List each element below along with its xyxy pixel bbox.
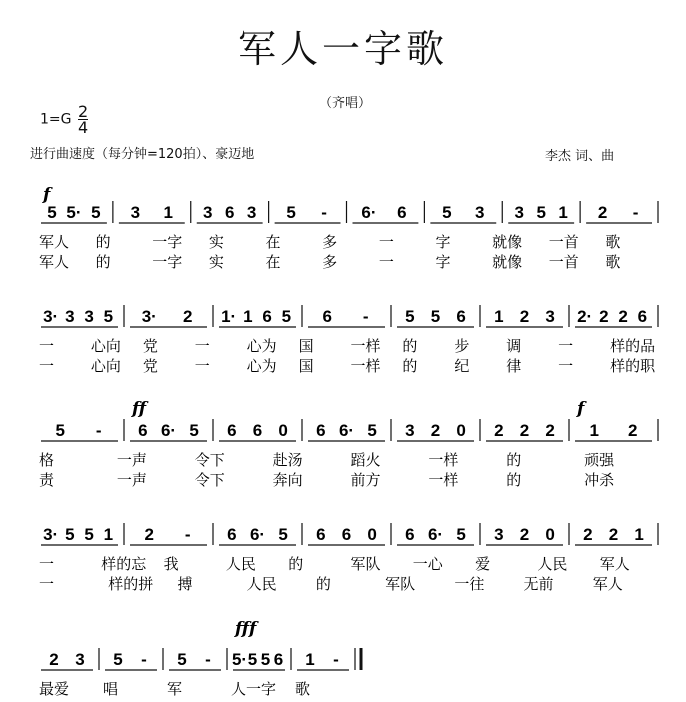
lyric-syllable: 无前 — [523, 575, 554, 593]
note: 6· — [361, 203, 377, 222]
note: 6 — [341, 525, 352, 544]
note: 1 — [589, 421, 599, 440]
note: 6 — [138, 421, 148, 440]
lyric-syllable: 一 — [378, 233, 394, 251]
note: - — [141, 650, 147, 669]
lyric-syllable: 搏 — [177, 575, 193, 593]
tempo-marking: 进行曲速度（每分钟=120拍）、豪迈地 — [30, 147, 255, 162]
note: 5 — [405, 307, 415, 326]
lyric-syllable: 一首 — [548, 253, 579, 271]
note: 0 — [545, 525, 555, 544]
note: 1 — [103, 525, 114, 544]
note: 3 — [84, 307, 94, 326]
lyric-syllable: 军人 — [599, 555, 630, 573]
note: 2· — [577, 307, 593, 326]
note: 1· — [221, 307, 237, 326]
lyric-syllable: 顽强 — [584, 451, 615, 469]
dynamic-marking: f — [577, 399, 585, 419]
note: 6 — [322, 307, 332, 326]
note: 5 — [286, 203, 296, 222]
note: 3 — [405, 421, 415, 440]
lyric-syllable: 一声 — [116, 451, 147, 469]
lyric-syllable: 令下 — [194, 471, 225, 489]
note: - — [184, 525, 191, 544]
note: 6· — [249, 525, 266, 544]
note: 6 — [397, 203, 407, 222]
note: 2 — [519, 307, 530, 326]
note: 6 — [224, 203, 235, 222]
note: 5 — [281, 307, 292, 326]
lyric-syllable: 人一字 — [231, 680, 277, 698]
lyric-syllable: 心为 — [246, 337, 277, 355]
lyric-syllable: 样的拼 — [108, 575, 154, 593]
lyric-syllable: 的 — [288, 555, 304, 573]
lyric-syllable: 多 — [322, 233, 338, 251]
note: 5 — [536, 203, 546, 222]
note: 5 — [177, 650, 187, 669]
note: 3· — [141, 307, 157, 326]
lyric-syllable: 一 — [558, 337, 574, 355]
note: 6 — [316, 421, 326, 440]
note: 2 — [597, 203, 608, 222]
note: 6 — [273, 650, 284, 669]
lyric-syllable: 一样 — [350, 357, 381, 375]
note: - — [321, 203, 327, 222]
lyric-syllable: 党 — [142, 357, 158, 375]
note: 5 — [84, 525, 94, 544]
lyric-syllable: 党 — [142, 337, 158, 355]
note: 3· — [43, 525, 59, 544]
lyric-syllable: 一 — [194, 357, 210, 375]
lyric-syllable: 一 — [39, 357, 55, 375]
note: 3 — [202, 203, 213, 222]
note: 6· — [160, 421, 177, 440]
note: 3 — [545, 307, 555, 326]
note: 6 — [316, 525, 326, 544]
note: 5 — [367, 421, 377, 440]
note: 3 — [75, 650, 85, 669]
note: 1 — [558, 203, 568, 222]
lyric-syllable: 律 — [506, 357, 522, 375]
lyric-syllable: 一 — [39, 337, 55, 355]
lyric-syllable: 人民 — [225, 555, 256, 573]
note: 5 — [91, 203, 101, 222]
lyric-syllable: 的 — [95, 233, 111, 251]
lyric-syllable: 实 — [208, 253, 224, 271]
lyric-syllable: 一 — [194, 337, 210, 355]
note: 0 — [278, 421, 288, 440]
lyric-syllable: 国 — [298, 357, 314, 375]
note: 5 — [278, 525, 288, 544]
lyric-syllable: 冲杀 — [584, 471, 615, 489]
lyric-syllable: 调 — [506, 337, 522, 355]
lyric-syllable: 一 — [39, 575, 55, 593]
lyric-syllable: 人民 — [537, 555, 568, 573]
lyric-syllable: 一 — [558, 357, 574, 375]
note: 2 — [49, 650, 59, 669]
note: 3 — [514, 203, 524, 222]
lyric-syllable: 最爱 — [39, 680, 70, 698]
lyric-syllable: 样的职 — [610, 357, 656, 375]
note: 5 — [65, 525, 75, 544]
note: 5· — [231, 650, 248, 669]
lyric-syllable: 样的品 — [610, 337, 656, 355]
lyric-syllable: 就像 — [492, 233, 523, 251]
note: 2 — [628, 421, 638, 440]
note: 5· — [66, 203, 82, 222]
note: - — [95, 421, 102, 440]
note: 6 — [252, 421, 263, 440]
lyric-syllable: 歌 — [605, 253, 621, 271]
lyric-syllable: 军人 — [39, 253, 70, 271]
lyric-syllable: 样的忘 — [101, 555, 147, 573]
lyric-syllable: 步 — [454, 337, 470, 355]
lyric-syllable: 国 — [298, 337, 314, 355]
note: 1 — [305, 650, 315, 669]
note: 5 — [189, 421, 199, 440]
note: 2 — [519, 525, 530, 544]
lyric-syllable: 在 — [265, 233, 281, 251]
note: 2 — [618, 307, 628, 326]
lyric-syllable: 责 — [39, 471, 55, 489]
lyric-syllable: 奔向 — [272, 471, 303, 489]
lyric-syllable: 的 — [95, 253, 111, 271]
note: 5 — [247, 650, 258, 669]
note: 6 — [227, 525, 237, 544]
lyric-syllable: 一样 — [350, 337, 381, 355]
lyric-syllable: 一字 — [152, 253, 183, 271]
note: 1 — [634, 525, 644, 544]
composer-credit: 李杰 词、曲 — [545, 149, 615, 164]
note: 5 — [47, 203, 57, 222]
lyric-syllable: 一 — [39, 555, 55, 573]
note: - — [333, 650, 339, 669]
lyric-syllable: 一心 — [412, 555, 443, 573]
dynamic-marking: f — [43, 185, 51, 205]
note: 5 — [55, 421, 65, 440]
song-title: 军人一字歌 — [237, 27, 448, 71]
note: 1 — [163, 203, 174, 222]
note: 2 — [608, 525, 619, 544]
note: 5 — [430, 307, 441, 326]
lyric-syllable: 军队 — [385, 575, 416, 593]
note: 3 — [246, 203, 257, 222]
lyric-syllable: 一首 — [548, 233, 579, 251]
lyric-syllable: 字 — [435, 253, 451, 271]
lyric-syllable: 纪 — [454, 357, 470, 375]
lyric-syllable: 赴汤 — [272, 451, 303, 469]
note: 3 — [475, 203, 485, 222]
lyric-syllable: 一声 — [116, 471, 147, 489]
note: 3 — [494, 525, 504, 544]
note: 2 — [545, 421, 555, 440]
lyric-syllable: 的 — [506, 451, 522, 469]
note: 6 — [456, 307, 466, 326]
lyric-syllable: 一往 — [454, 575, 485, 593]
lyric-syllable: 实 — [208, 233, 224, 251]
note: 5 — [113, 650, 123, 669]
note: 0 — [456, 421, 466, 440]
note: 1 — [243, 307, 253, 326]
note: 2 — [144, 525, 154, 544]
lyric-syllable: 爱 — [475, 555, 491, 573]
note: 1 — [494, 307, 504, 326]
lyric-syllable: 一字 — [152, 233, 183, 251]
note: 5 — [260, 650, 271, 669]
lyric-syllable: 歌 — [295, 680, 311, 698]
lyric-syllable: 一样 — [428, 451, 459, 469]
lyric-syllable: 军人 — [39, 233, 70, 251]
dynamic-marking: ff — [132, 399, 147, 419]
note: 6 — [637, 307, 648, 326]
lyric-syllable: 心为 — [246, 357, 277, 375]
lyric-syllable: 的 — [402, 337, 418, 355]
note: 5 — [456, 525, 466, 544]
lyric-syllable: 蹈火 — [350, 451, 381, 469]
note: 6 — [227, 421, 237, 440]
lyric-syllable: 军队 — [350, 555, 381, 573]
lyric-syllable: 唱 — [103, 680, 119, 698]
lyric-syllable: 就像 — [492, 253, 523, 271]
note: 6 — [262, 307, 272, 326]
time-signature-bottom: 4 — [77, 118, 89, 137]
note: 6· — [338, 421, 355, 440]
lyric-syllable: 军 — [167, 680, 183, 698]
lyric-syllable: 的 — [402, 357, 418, 375]
performance-note: （齐唱） — [318, 96, 371, 111]
lyric-syllable: 字 — [435, 233, 451, 251]
note: 3 — [130, 203, 141, 222]
note: 2 — [519, 421, 530, 440]
note: 0 — [367, 525, 377, 544]
note: 6 — [405, 525, 415, 544]
lyric-syllable: 在 — [265, 253, 281, 271]
note: 5 — [442, 203, 452, 222]
note: 3 — [65, 307, 75, 326]
lyric-syllable: 的 — [315, 575, 331, 593]
lyric-syllable: 人民 — [246, 575, 277, 593]
lyric-syllable: 心向 — [90, 357, 121, 375]
key-label: 1=G — [40, 111, 72, 128]
time-signature-top: 2 — [77, 102, 89, 121]
note: 5 — [103, 307, 114, 326]
lyric-syllable: 的 — [506, 471, 522, 489]
note: - — [632, 203, 639, 222]
lyric-syllable: 心向 — [90, 337, 121, 355]
note: 2 — [430, 421, 441, 440]
note: 2 — [599, 307, 609, 326]
lyric-syllable: 一样 — [428, 471, 459, 489]
dynamic-marking: fff — [235, 619, 257, 639]
note: - — [205, 650, 211, 669]
lyric-syllable: 一 — [378, 253, 394, 271]
note: 2 — [494, 421, 504, 440]
note: 2 — [583, 525, 593, 544]
lyric-syllable: 多 — [322, 253, 338, 271]
note: 2 — [183, 307, 193, 326]
lyric-syllable: 军人 — [592, 575, 623, 593]
lyric-syllable: 歌 — [605, 233, 621, 251]
note: 6· — [427, 525, 444, 544]
note: - — [362, 307, 369, 326]
lyric-syllable: 我 — [163, 555, 179, 573]
lyric-syllable: 前方 — [350, 471, 381, 489]
note: 3· — [43, 307, 59, 326]
lyric-syllable: 格 — [39, 451, 55, 469]
lyric-syllable: 令下 — [194, 451, 225, 469]
